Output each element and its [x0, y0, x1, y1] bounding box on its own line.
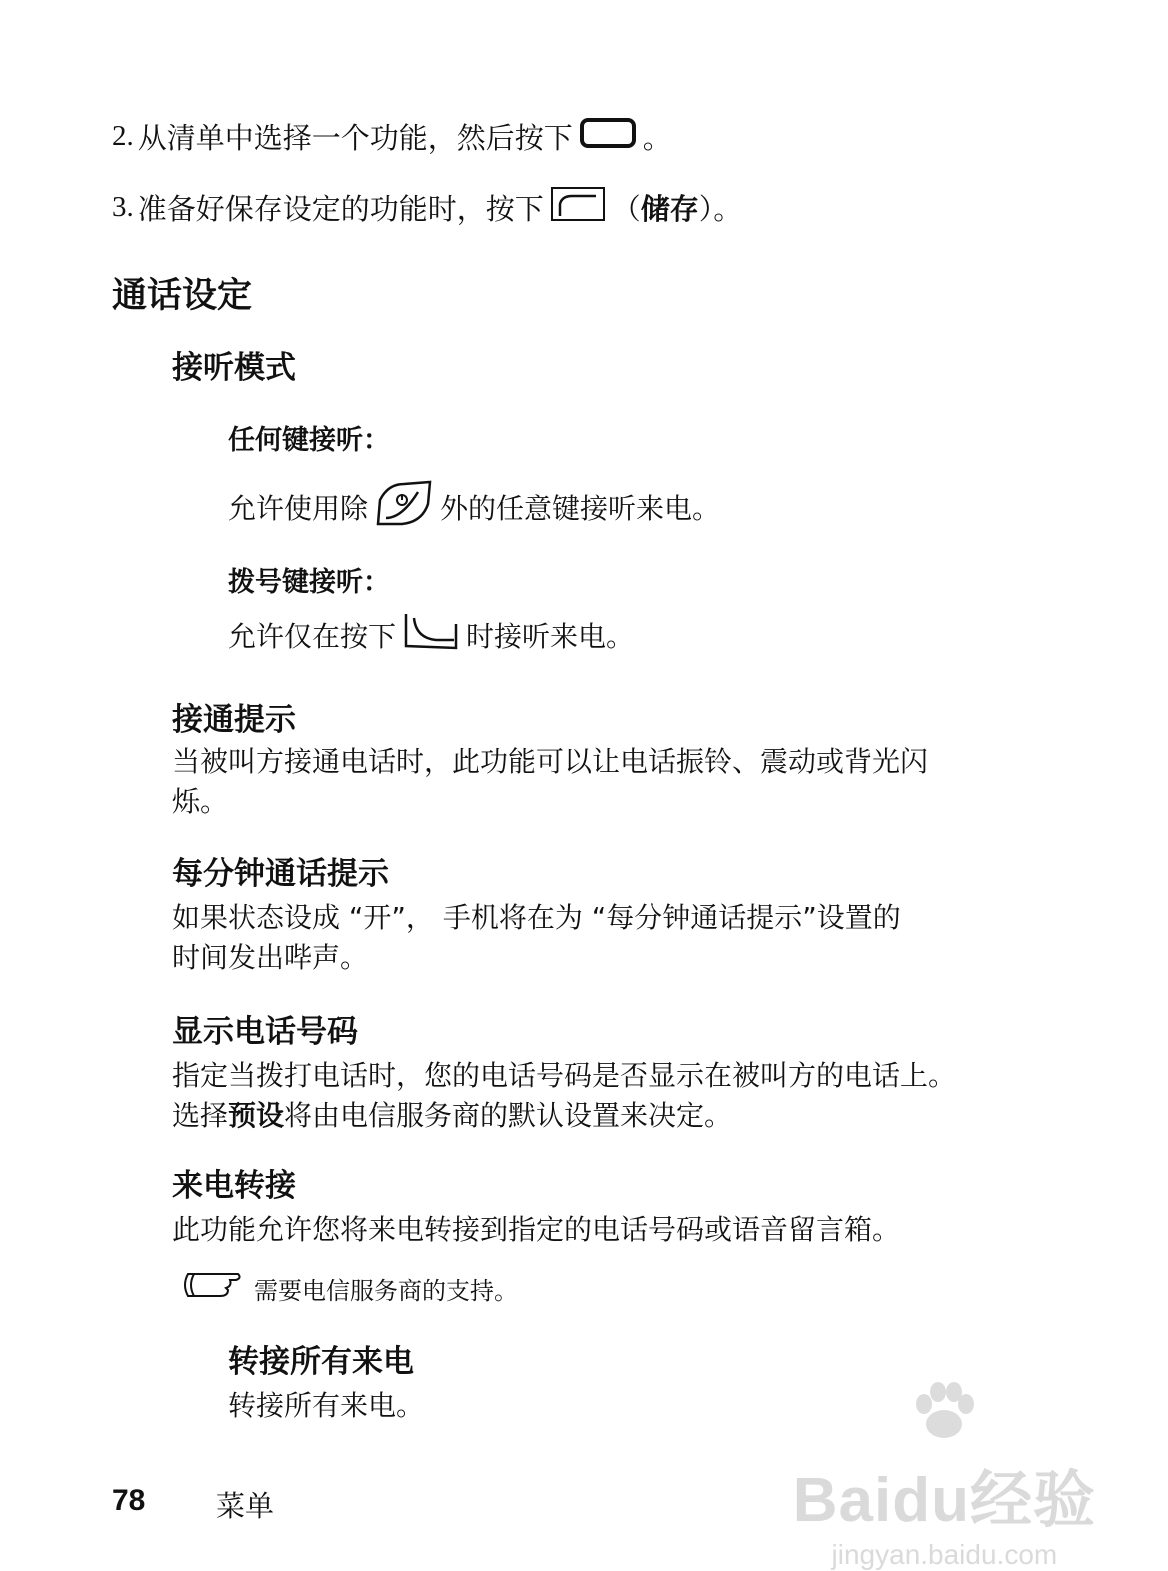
default-label: 预设	[228, 1099, 285, 1132]
call-forward-text: 此功能允许您将来电转接到指定的电话号码或语音留言箱。	[172, 1213, 901, 1246]
step-text-end: ）。	[698, 192, 743, 226]
watermark-brand: Baidu经验	[792, 1466, 1096, 1535]
step-text: 从清单中选择一个功能，然后按下	[137, 121, 573, 155]
step-text: 准备好保存设定的功能时，按下	[137, 192, 544, 226]
connect-alert-title: 接通提示	[172, 702, 296, 738]
step-2	[112, 116, 672, 157]
step-number: 2.	[112, 120, 134, 152]
send-key-text	[228, 610, 634, 659]
section-heading: 通话设定	[112, 276, 253, 316]
note	[180, 1268, 518, 1308]
right-softkey-icon	[550, 186, 606, 229]
paren-open: （	[611, 192, 641, 226]
show-number-line-2	[172, 1096, 732, 1136]
connect-alert-line-1: 当被叫方接通电话时，此功能可以让电话振铃、震动或背光闪	[172, 745, 929, 778]
minute-alert-line-2: 时间发出哔声。	[172, 941, 369, 974]
call-forward-title: 来电转接	[172, 1168, 296, 1204]
show-number-text-end: 将由电信服务商的默认设置来决定。	[284, 1099, 733, 1132]
send-key-text-after: 时接听来电。	[466, 619, 635, 653]
end-key-icon	[374, 478, 434, 535]
forward-all-text: 转接所有来电。	[228, 1389, 425, 1422]
note-text: 需要电信服务商的支持。	[254, 1276, 518, 1305]
show-number-text: 选择	[172, 1099, 229, 1132]
show-number-title: 显示电话号码	[172, 1014, 358, 1050]
show-number-line-1: 指定当拨打电话时，您的电话号码是否显示在被叫方的电话上。	[172, 1059, 957, 1092]
page-number: 78	[112, 1484, 146, 1517]
forward-all-title: 转接所有来电	[228, 1344, 414, 1380]
step-number: 3.	[112, 191, 134, 223]
send-key-icon	[402, 610, 460, 659]
step-3	[112, 186, 742, 229]
baidu-watermark	[793, 1370, 1096, 1571]
footer-section: 菜单	[216, 1489, 275, 1523]
send-key-title: 拨号键接听：	[228, 567, 390, 598]
send-key-text-before: 允许仅在按下	[228, 619, 397, 653]
any-key-text	[228, 478, 720, 535]
step-text-end: 。	[642, 121, 672, 155]
center-key-icon	[579, 116, 637, 157]
minute-alert-line-1: 如果状态设成 “开”， 手机将在为 “每分钟通话提示”设置的	[172, 901, 901, 934]
any-key-title: 任何键接听：	[228, 425, 390, 456]
save-label: 储存	[640, 192, 699, 226]
minute-alert-title: 每分钟通话提示	[172, 856, 389, 892]
note-hand-icon	[180, 1268, 244, 1308]
answer-mode-title: 接听模式	[172, 350, 296, 386]
any-key-text-after: 外的任意键接听来电。	[440, 491, 721, 525]
any-key-text-before: 允许使用除	[228, 491, 369, 525]
baidu-paw-icon	[904, 1370, 984, 1450]
connect-alert-line-2: 烁。	[172, 785, 229, 818]
watermark-url: jingyan.baidu.com	[831, 1539, 1058, 1570]
